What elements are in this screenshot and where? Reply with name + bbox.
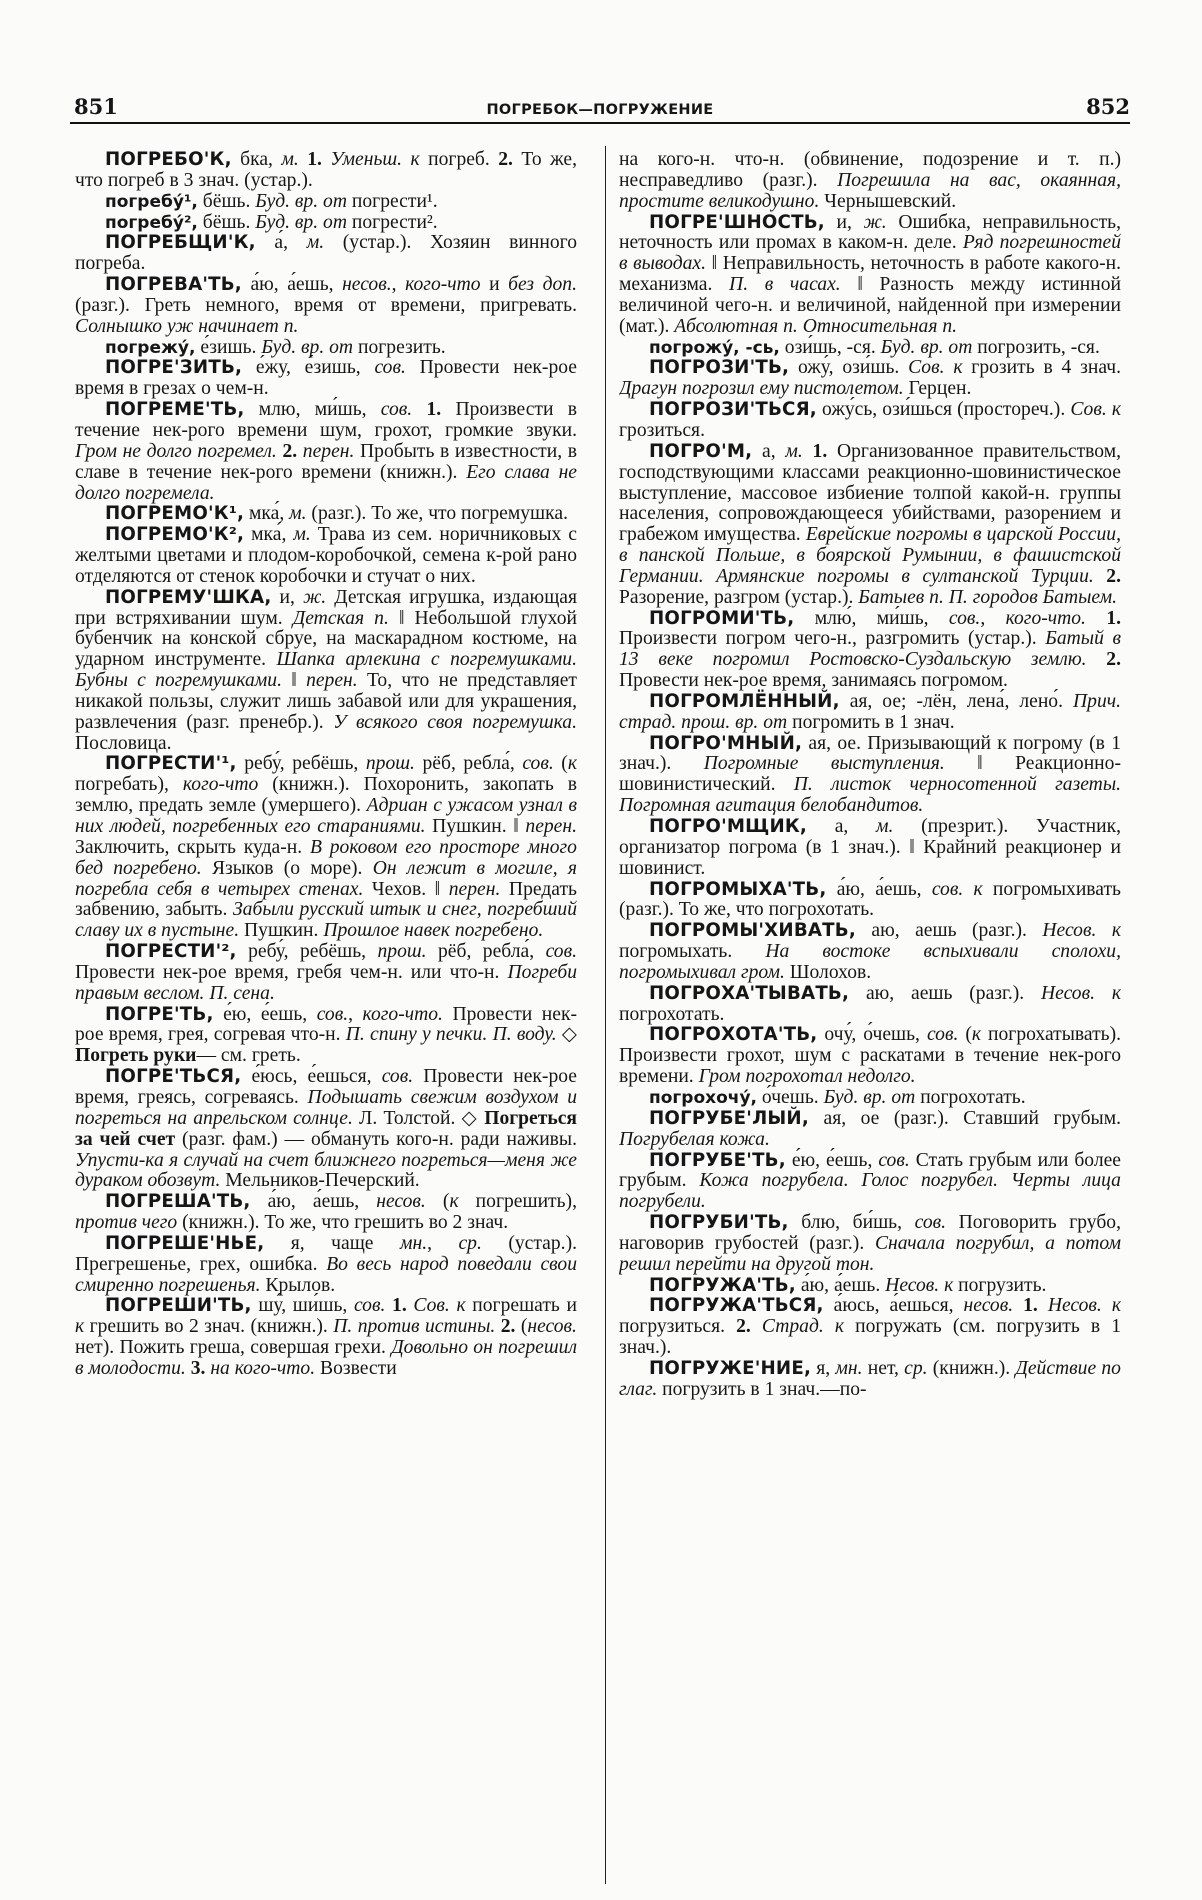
header-guide-words: ПОГРЕБОК—ПОГРУЖЕНИЕ	[486, 102, 714, 118]
dictionary-entry: ПОГРЕСТИ'¹, ребу́, ребёшь, прош. рёб, ребла́, сов. (к погребать), кого-что (книжн.). Похоронить, закопать в землю, предать земле (умершего). Адриан с ужасом узнал в них людей, погребенных его стараниями. Пушкин. ‖ перен. Заключить, скрыть куда-н. В роковом его просторе много бед погребено. Языков (о море). Он лежит в могиле, я погребла себя в четырех стенах. Чехов. ‖ перен. Предать забвению, забыть. Забыли русский штык и снег, погребший славу их в пустыне. Пушкин. Прошлое навек погребено.	[75, 753, 577, 942]
dictionary-entry: ПОГРО'МНЫЙ, ая, ое. Призывающий к погрому (в 1 знач.). Погромные выступления. ‖ Реакционно-шовинистический. П. листок черносотенной газеты. Погромная агитация белобандитов.	[619, 732, 1121, 817]
dictionary-entry: ПОГРУЖА'ТЬ, а́ю, а́ешь. Несов. к погрузить.	[649, 1274, 1047, 1296]
right-column	[619, 150, 1121, 1890]
dictionary-entry: ПОГРОМЫ'ХИВАТЬ, аю, аешь (разг.). Несов. к погромыхать. На востоке вспыхивали сполохи, погромыхивал гром. Шолохов.	[619, 920, 1121, 983]
dictionary-entry: погрежу́, е́зишь. Буд. вр. от погрезить.	[105, 336, 446, 358]
dictionary-entry: ПОГРЕМЕ'ТЬ, млю, ми́шь, сов. 1. Произвести в течение нек-рого времени шум, грохот, громкие звуки. Гром не долго погремел. 2. перен. Пробыть в известности, в славе в течение нек-рого времени (книжн.). Его слава не долго погремела.	[75, 399, 577, 504]
dictionary-entry: погрохочу́, о́чешь. Буд. вр. от погрохотать.	[649, 1086, 1026, 1108]
dictionary-entry: ПОГРОМЫХА'ТЬ, а́ю, а́ешь, сов. к погромыхивать (разг.). То же, что погрохотать.	[619, 878, 1121, 921]
dictionary-entry: ПОГРЕ'ТЬСЯ, е́юсь, е́ешься, сов. Провести нек-рое время, греясь, согреваясь. Подышать свежим воздухом и погреться на апрельском солнце. Л. Толстой. ◇ Погреться за чей счет (разг. фам.) — обмануть кого-н. ради наживы. Упусти-ка я случай на счет ближнего погреться—меня же дураком обозвут. Мельников-Печерский.	[75, 1066, 577, 1192]
page-number-right: 852	[1086, 94, 1130, 119]
dictionary-entry: ПОГРО'М, а, м. 1. Организованное правительством, господствующими классами реакционно-шовинистическое выступление, массовое избиение толпой какой-н. группы населения, сопровождающееся убийствами, разорением и грабежом имущества. Еврейские погромы в царской России, в панской Польше, в боярской Румынии, в фашистской Германии. Армянские погромы в султанской Турции. 2. Разорение, разгром (устар.). Батыев п. П. городов Батыем.	[619, 440, 1121, 608]
dictionary-entry: ПОГРОЗИ'ТЬ, ожу́, ози́шь. Сов. к грозить в 4 знач. Драгун погрозил ему пистолетом. Герцен.	[619, 357, 1121, 400]
dictionary-entry: ПОГРОХА'ТЫВАТЬ, аю, аешь (разг.). Несов. к погрохотать.	[619, 982, 1121, 1025]
dictionary-entry: ПОГРЕМО'К², мка́, м. Трава из сем. норичниковых с желтыми цветами и плодом-коробочкой, семена к-рой рано отделяются от стенок коробочки и стучат о них.	[75, 524, 577, 587]
dictionary-entry: ПОГРЕША'ТЬ, а́ю, а́ешь, несов. (к погрешить), против чего (книжн.). То же, что грешить во 2 знач.	[75, 1191, 577, 1234]
dictionary-entry: ПОГРУЖА'ТЬСЯ, а́юсь, а́ешься, несов. 1. Несов. к погрузиться. 2. Страд. к погружать (см. погрузить в 1 знач.).	[619, 1295, 1121, 1359]
dictionary-entry: ПОГРОХОТА'ТЬ, очу́, о́чешь, сов. (к погрохатывать). Произвести грохот, шум с раскатами в течение нек-рого времени. Гром погрохотал недолго.	[619, 1024, 1121, 1088]
dictionary-entry: ПОГРОМИ'ТЬ, млю́, ми́шь, сов., кого-что. 1. Произвести погром чего-н., разгромить (устар.). Батый в 13 веке погромил Ростовско-Суздальскую землю. 2. Провести нек-рое время, занимаясь погромом.	[619, 607, 1121, 692]
dictionary-entry: ПОГРУБИ'ТЬ, блю, би́шь, сов. Поговорить грубо, наговорив грубостей (разг.). Сначала погрубил, а потом решил перейти на другой тон.	[619, 1212, 1121, 1275]
dictionary-entry: ПОГРЕМУ'ШКА, и, ж. Детская игрушка, издающая при встряхивании шум. Детская п. ‖ Небольшой глухой бубенчик на конской сбруе, на маскарадном костюме, на ударном инструменте. Шапка арлекина с погремушками. Бубны с погремушками. ‖ перен. То, что не представляет никакой пользы, служит лишь забавой или для украшения, развлечения (разг. пренебр.). У всякого своя погремушка. Пословица.	[75, 586, 577, 754]
dictionary-entry: ПОГРЕ'ТЬ, е́ю, е́ешь, сов., кого-что. Провести нек-рое время, грея, согревая что-н. П. спину у печки. П. воду. ◇ Погреть руки— см. греть.	[75, 1003, 577, 1067]
dictionary-entry: ПОГРЕШИ'ТЬ, шу́, ши́шь, сов. 1. Сов. к погрешать и к грешить во 2 знач. (книжн.). П. против истины. 2. (несов. нет). Пожить греша, совершая грехи. Довольно он погрешил в молодости. 3. на кого-что. Возвести	[75, 1295, 577, 1379]
dictionary-entry: ПОГРО'МЩИК, а, м. (презрит.). Участник, организатор погрома (в 1 знач.). ‖ Крайний реакционер и шовинист.	[619, 816, 1121, 879]
dictionary-entry: ПОГРУБЕ'ЛЫЙ, ая, ое (разг.). Ставший грубым. Погрубелая кожа.	[619, 1107, 1121, 1150]
page-number-left: 851	[74, 94, 118, 119]
dictionary-entry: ПОГРЕБО'К, бка́, м. 1. Уменьш. к погреб. 2. То же, что погреб в 3 знач. (устар.).	[75, 150, 577, 191]
dictionary-entry: ПОГРЕМО'К¹, мка́, м. (разг.). То же, что погремушка.	[105, 503, 568, 525]
dictionary-entry: погребу́¹, бёшь. Буд. вр. от погрести¹.	[105, 190, 438, 212]
running-header	[70, 92, 1130, 124]
dictionary-entry: погрожу́, -сь, ози́шь, -ся. Буд. вр. от погрозить, -ся.	[649, 336, 1100, 358]
dictionary-entry: ПОГРЕ'ЗИТЬ, е́жу, е́зишь, сов. Провести нек-рое время в грезах о чем-н.	[75, 357, 577, 400]
dictionary-entry: ПОГРУЖЕ'НИЕ, я, мн. нет, ср. (книжн.). Действие по глаг. погрузить в 1 знач.—по-	[619, 1357, 1121, 1400]
dictionary-entry: ПОГРЕ'ШНОСТЬ, и, ж. Ошибка, неправильность, неточность или промах в каком-н. деле. Ряд погрешностей в выводах. ‖ Неправильность, неточность в работе какого-н. механизма. П. в часах. ‖ Разность между истинной величиной чего-н. и величиной, найденной при измерении (мат.). Абсолютная п. Относительная п.	[619, 211, 1121, 337]
left-column	[75, 150, 577, 1890]
dictionary-entry: ПОГРОЗИ'ТЬСЯ, ожу́сь, ози́шься (простореч.). Сов. к грозиться.	[619, 399, 1121, 441]
column-divider	[605, 146, 606, 1884]
dictionary-entry: ПОГРЕШЕ'НЬЕ, я, чаще мн., ср. (устар.). Прегрешенье, грех, ошибка. Во весь народ поведали свои смиренно погрешенья. Крылов.	[75, 1232, 577, 1296]
dictionary-entry: ПОГРЕВА'ТЬ, а́ю, а́ешь, несов., кого-что и без доп. (разг.). Греть немного, время от времени, пригревать. Солнышко уж начинает п.	[75, 274, 577, 337]
dictionary-entry: ПОГРЕСТИ'², ребу́, ребёшь, прош. рёб, ребла́, сов. Провести нек-рое время, гребя чем-н. или что-н. Погреби правым веслом. П. сена.	[75, 941, 577, 1004]
dictionary-entry: ПОГРЕБЩИ'К, а́, м. (устар.). Хозяин винного погреба.	[75, 232, 577, 275]
dictionary-entry: ПОГРУБЕ'ТЬ, е́ю, е́ешь, сов. Стать грубым или более грубым. Кожа погрубела. Голос погрубел. Черты лица погрубели.	[619, 1149, 1121, 1213]
dictionary-entry: на кого-н. что-н. (обвинение, подозрение и т. п.) несправедливо (разг.). Погрешила на вас, окаянная, простите великодушно. Чернышевский.	[619, 150, 1121, 212]
dictionary-entry: ПОГРОМЛЁННЫЙ, ая, ое; -лён, лена́, лено́. Прич. страд. прош. вр. от погромить в 1 знач.	[619, 690, 1121, 733]
dictionary-entry: погребу́², бёшь. Буд. вр. от погрести².	[105, 211, 438, 233]
